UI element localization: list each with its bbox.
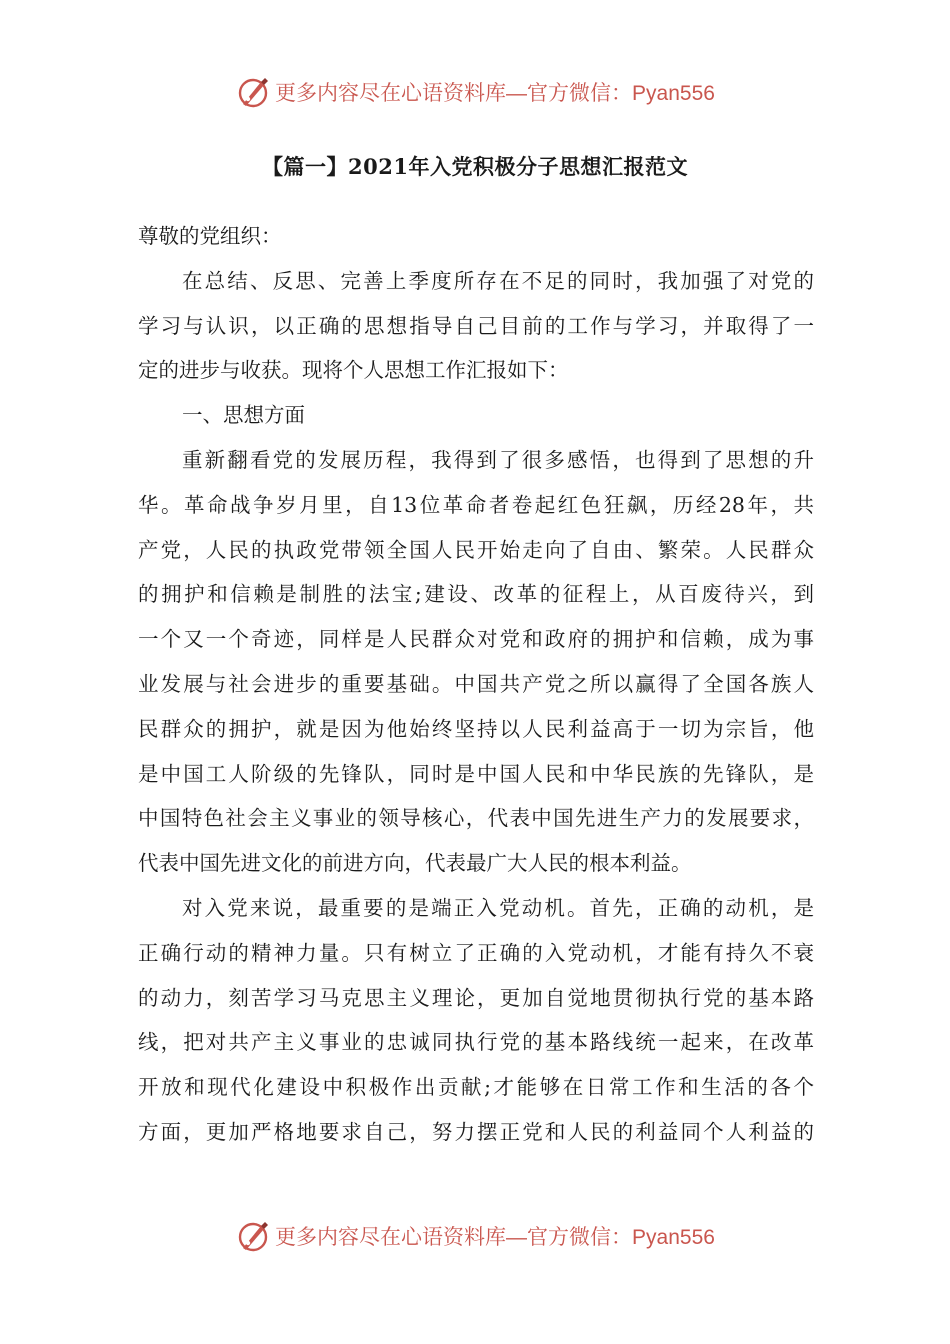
text-line: 对入党来说，最重要的是端正入党动机。首先，正确的动机，是 [182,895,814,920]
text-line: 业发展与社会进步的重要基础。中国共产党之所以赢得了全国各族人 [138,671,814,696]
watermark-contact: —官方微信：Pyan556 [506,1226,715,1249]
text-line: 正确行动的精神力量。只有树立了正确的入党动机，才能有持久不衰 [138,940,814,965]
watermark-brand: 更多内容尽在心语资料库 [275,81,507,105]
text-line: 的拥护和信赖是制胜的法宝;建设、改革的征程上，从百废待兴，到 [138,582,814,607]
text-line: 学习与认识，以正确的思想指导自己目前的工作与学习，并取得了一 [138,313,814,338]
watermark-brand: 更多内容尽在心语资料库 [275,1225,507,1249]
text-line: 重新翻看党的发展历程，我得到了很多感悟，也得到了思想的升 [182,447,814,472]
text-line: 在总结、反思、完善上季度所存在不足的同时，我加强了对党的 [182,268,814,293]
text-line: 一、思想方面 [182,403,305,428]
pen-circle-logo-icon [235,1218,271,1254]
watermark-contact: —官方微信：Pyan556 [506,82,715,105]
text-line: 中国特色社会主义事业的领导核心，代表中国先进生产力的发展要求， [138,806,814,831]
text-line: 是中国工人阶级的先锋队，同时是中国人民和中华民族的先锋队，是 [138,761,814,786]
text-line: 民群众的拥护，就是因为他始终坚持以人民利益高于一切为宗旨，他 [138,716,814,741]
document-title: 【篇一】2021年入党积极分子思想汇报范文 [262,154,688,179]
text-line: 线，把对共产主义事业的忠诚同执行党的基本路线统一起来，在改革 [138,1030,814,1055]
pen-circle-logo-icon [235,74,271,110]
text-line: 定的进步与收获。现将个人思想工作汇报如下： [138,358,569,383]
text-line: 的动力，刻苦学习马克思主义理论，更加自觉地贯彻执行党的基本路 [138,985,814,1010]
text-line: 开放和现代化建设中积极作出贡献;才能够在日常工作和生活的各个 [138,1075,814,1100]
document-body [138,214,814,1155]
footer-watermark [0,1214,950,1258]
header-watermark [0,70,950,114]
text-line: 代表中国先进文化的前进方向，代表最广大人民的根本利益。 [138,851,692,876]
text-line: 尊敬的党组织： [138,224,282,248]
text-line: 华。革命战争岁月里，自13位革命者卷起红色狂飙，历经28年，共 [138,492,814,517]
text-line: 方面，更加严格地要求自己，努力摆正党和人民的利益同个人利益的 [138,1119,814,1144]
text-line: 一个又一个奇迹，同样是人民群众对党和政府的拥护和信赖，成为事 [138,627,814,652]
text-line: 产党，人民的执政党带领全国人民开始走向了自由、繁荣。人民群众 [138,537,814,562]
